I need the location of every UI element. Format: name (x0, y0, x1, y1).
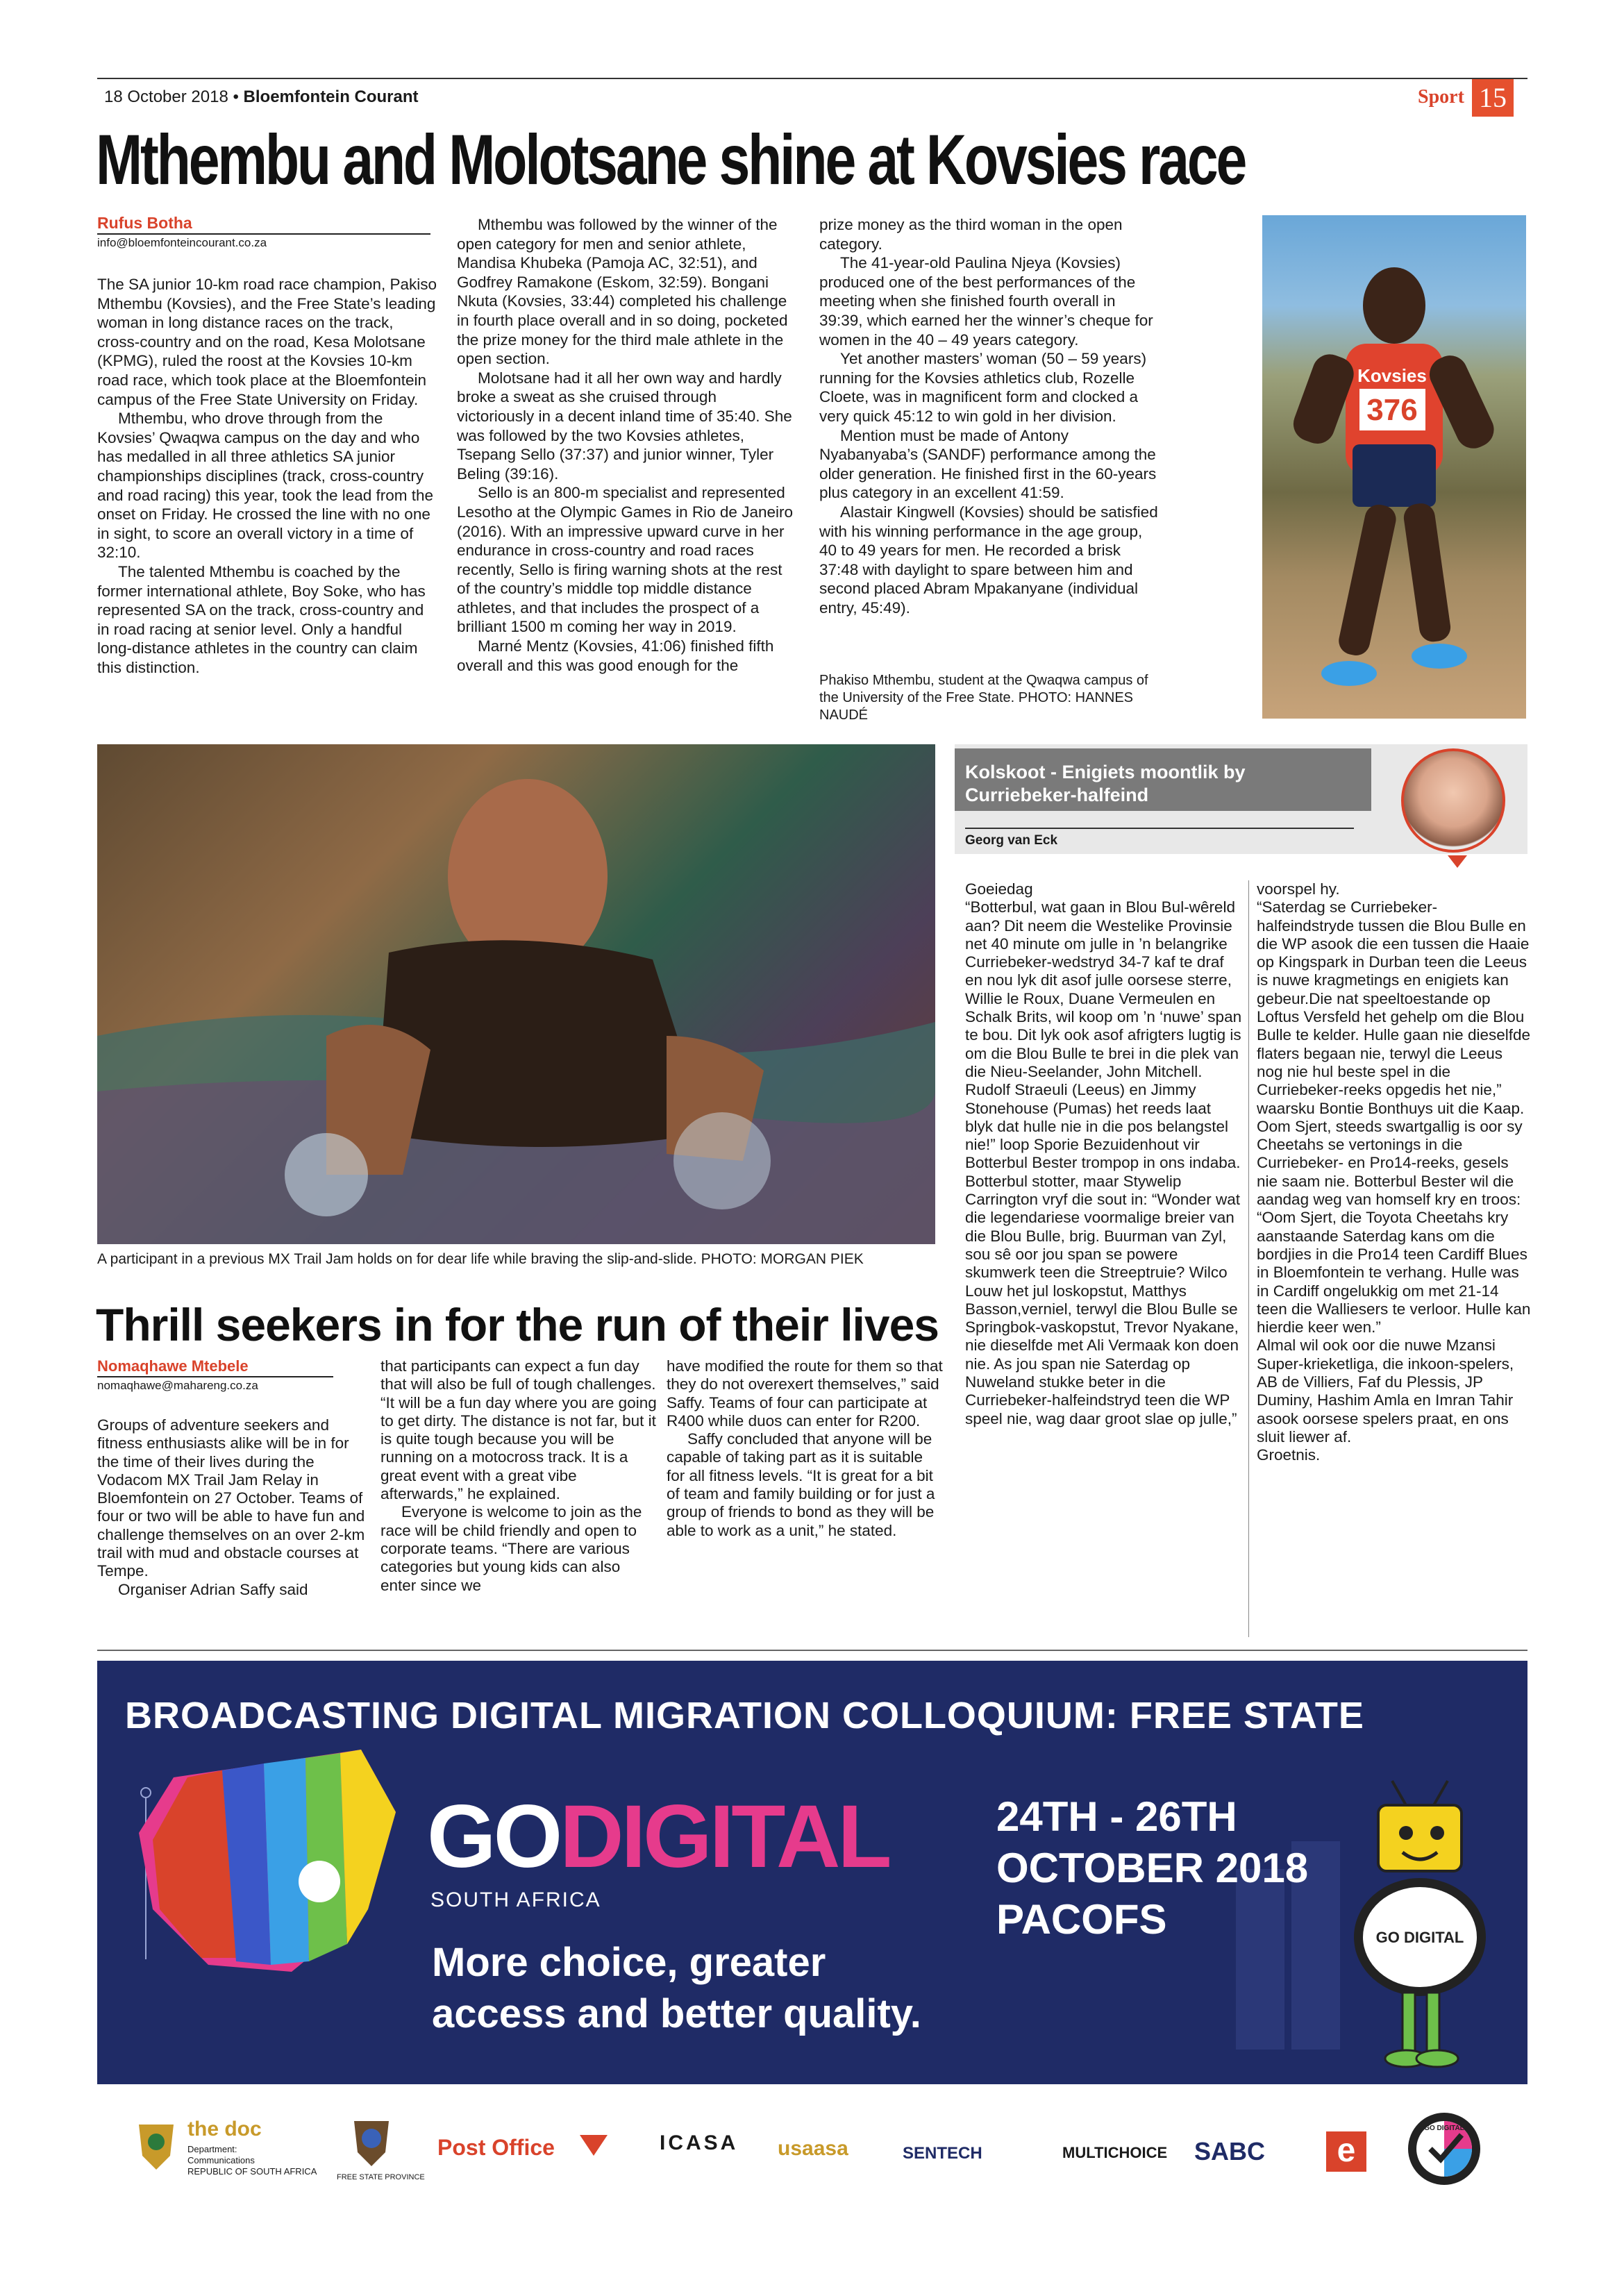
paragraph: Groups of adventure seekers and fitness enthusiasts alike will be in for the time of their lives during the Vodacom MX Trail Jam Relay in Bloemfontein on 27 October. Teams of four or two will be able to have fun and challenge themselves on an over 2-km trail with mud and obstacle courses at Tempe. (97, 1416, 365, 1580)
digital-word: DIGITAL (560, 1787, 889, 1886)
go-digital-logo (427, 1786, 889, 1888)
byline-rule (97, 1376, 333, 1377)
paragraph: “Botterbul, wat gaan in Blou Bul-wêreld aan? Dit neem die Westelike Provinsie net 40 minute om julle in ’n belangrike Curriebeker-wedstryd 34-7 kaf te draf en nou lyk dit asof julle oorsese sterre, Willie le Roux, Duane Vermeulen en Schalk Brits, wil koop om ’n ‘nuwe’ span te bou. Dit lyk ook asof afrigters lugtig is om die Blou Bulle te brei in die plek van die Nieu-Seelander, John Mitchell. Rudolf Straeuli (Leeus) en Jimmy Stonehouse (Pumas) het reeds laat blyk dat hulle nie in die pos belangstel nie!” loop Sporie Bezuidenhout vir Botterbul Bester trompop in ons indaba. (965, 898, 1242, 1172)
paragraph: Organiser Adrian Saffy said (118, 1580, 308, 1598)
ad-title: BROADCASTING DIGITAL MIGRATION COLLOQUIUM: FREE STATE (125, 1695, 1364, 1736)
paragraph: Yet another masters’ woman (50 – 59 years) running for the Kovsies athletics club, Rozelle Cloete, was in magnificent form and clocked a very quick 45:12 to win gold in her division. (819, 350, 1147, 425)
runner-bib-number: 376 (1366, 393, 1418, 427)
mud-slide-photo (97, 744, 935, 1244)
doc-communications: Communications (187, 2155, 255, 2165)
paragraph: “Saterdag se Curriebeker-halfeindstryde tussen die Blou Bulle en die WP asook die een tussen die Haaie op Kingspark in Durban teen die Leeus is nuwe kragmetings en enigiets kan gebeur.Die nat speeltoestande op Loftus Versfeld het gehelp om die Blou Bulle te kelder. Hulle gaan nie dieselfde flaters begaan nie, terwyl die Leeus nog nie hul beste spel in die Curriebeker-reeks opgedis het nie,” waarsku Bontie Bonthuys uit die Kaap. (1257, 898, 1531, 1117)
article2-email: nomaqhawe@mahareng.co.za (97, 1379, 258, 1392)
ad-dates (996, 1791, 1308, 1945)
paragraph: Marné Mentz (Kovsies, 41:06) finished fifth overall and this was good enough for the (457, 637, 774, 674)
paragraph: Mthembu was followed by the winner of the open category for men and senior athlete, Mandisa Khubeka (Pamoja AC, 32:51), and Godfrey Ramakone (Eskom, 32:59). Bongani Nkuta (Kovsies, 33:44) completed his challenge in fourth place overall and in so doing, pocketed the prize money for the third male athlete in the open section. (457, 216, 788, 368)
runner-illustration (1262, 215, 1526, 719)
section-label: Sport (1418, 86, 1464, 108)
free-state-label: FREE STATE PROVINCE (337, 2173, 425, 2181)
header-rule (97, 78, 1527, 79)
header-date: 18 October 2018 • (104, 87, 244, 106)
go-word: GO (427, 1787, 560, 1886)
free-state-crest-icon (347, 2114, 396, 2170)
paragraph: Oom Sjert, steeds swartgallig is oor sy Cheetahs se vertonings in die Curriebeker- en Pro14-reeks, gesels nie saam nie. Botterbul Bester wil die aandag weg van homself kry en troos: “Oom Sjert, die Toyota Cheetahs kry aanstaande Saterdag kans om die bordjies in die Pro14 teen Cardiff Blues in Bloemfontein te verhang. Hulle was in Cardiff ongelukkig om met 21-14 teen die Walliesers te verloor. Hulle kan hierdie keer wen.” (1257, 1117, 1531, 1336)
paragraph: Almal wil ook oor die nuwe Mzansi Super-krieketliga, die inkoon-spelers, AB de Villiers, Faf du Plessis, JP Duminy, Hashim Amla en Imran Tahir asook oorsese spelers praat, en ons sluit liewer af. (1257, 1336, 1514, 1446)
tv-mascot-icon (1340, 1777, 1500, 2069)
sponsor-logos (97, 2104, 1527, 2194)
runner-photo-caption: Phakiso Mthembu, student at the Qwaqwa campus of the University of the Free State. PHOTO: HANNES NAUDÉ (819, 673, 1148, 723)
paragraph: prize money as the third woman in the open category. (819, 216, 1123, 253)
sentech-logo: SENTECH (903, 2144, 982, 2163)
go-digital-badge-icon (1406, 2111, 1482, 2187)
runner-shirt-text: Kovsies (1357, 365, 1427, 386)
column-text-2 (1257, 880, 1531, 1465)
byline-rule (97, 233, 430, 235)
bottom-rule (97, 1650, 1527, 1651)
doc-republic: REPUBLIC OF SOUTH AFRICA (187, 2166, 317, 2177)
icasa-logo: ICASA (660, 2131, 739, 2154)
go-digital-badge-text: GO DIGITAL (1424, 2125, 1464, 2132)
paragraph: Sello is an 800-m specialist and represented Lesotho at the Olympic Games in Rio de Janeiro (2016). With an impressive upward curve in her endurance in cross-country and road races recently, Sello is firing warning shots at the rest of the country’s middle top middle distance athletes, and that includes the prospect of a brilliant 1500 m coming her way in 2019. (457, 484, 793, 636)
article1-column-2 (457, 215, 797, 675)
ad-tagline (432, 1937, 921, 2040)
column-text-1 (965, 880, 1243, 1428)
mascot-badge-text: GO DIGITAL (1375, 1929, 1464, 1946)
article1-email: info@bloemfonteincourant.co.za (97, 236, 267, 249)
article1-column-1 (97, 275, 437, 677)
avatar-pointer-icon (1448, 855, 1467, 868)
article1-headline: Mthembu and Molotsane shine at Kovsies race (96, 120, 1246, 199)
paragraph: Groetnis. (1257, 1446, 1321, 1464)
author-avatar (1401, 748, 1505, 853)
article2-column-3 (667, 1357, 944, 1540)
ad-venue: PACOFS (996, 1896, 1167, 1943)
article2-column-1 (97, 1416, 375, 1599)
article2-column-2 (380, 1357, 658, 1595)
article1-column-3 (819, 215, 1160, 617)
column-rule (965, 828, 1354, 829)
sabc-logo: SABC (1194, 2137, 1266, 2165)
paragraph: Alastair Kingwell (Kovsies) should be satisfied with his winning performance in the age group, 40 to 49 years for men. He recorded a brisk 37:48 with daylight to spare between him and second placed Abram Mpakanyane (individual entry, 45:49). (819, 503, 1158, 617)
usaasa-logo: usaasa (778, 2137, 848, 2160)
etv-logo: e (1326, 2131, 1366, 2172)
article2-byline: Nomaqhawe Mtebele (97, 1357, 249, 1375)
post-office-logo: Post Office (437, 2135, 555, 2160)
ad-country: SOUTH AFRICA (430, 1888, 601, 1911)
south-africa-map-icon (132, 1736, 410, 1986)
article1-byline: Rufus Botha (97, 214, 192, 232)
paragraph: Goeiedag (965, 880, 1033, 898)
paragraph: Saffy concluded that anyone will be capable of taking part as it is suitable for all fitness levels. “It is great for a bit of team and family building or for just a group of friends to bond as they will be able to work as a unit,” he stated. (667, 1430, 935, 1539)
paragraph: Everyone is welcome to join as the race will be child friendly and open to corporate teams. “There are various categories but young kids can also enter since we (380, 1503, 642, 1594)
ad-tagline-line: access and better quality. (432, 1991, 921, 2036)
paragraph: The talented Mthembu is coached by the former international athlete, Boy Soke, who has represented SA on the track, cross-country and in road racing at senior level. Only a handful long-distance athletes in the country can claim this distinction. (97, 562, 426, 676)
paragraph: have modified the route for them so that they do not overexert themselves,” said Saffy. Teams of four can participate at R400 while duos can enter for R200. (667, 1357, 943, 1430)
paragraph: voorspel hy. (1257, 880, 1340, 898)
column-title: Kolskoot - Enigiets moontlik by Curriebeker-halfeind (965, 762, 1246, 805)
column-author: Georg van Eck (965, 833, 1058, 848)
header-dateline (104, 87, 419, 107)
paragraph: Mthembu, who drove through from the Kovsies’ Qwaqwa campus on the day and who has medalled in all three athletics SA junior championships disciplines (track, cross-country and road racing) this year, took the lead from the onset on Friday. He crossed the line with no one in sight, to score an overall victory in a time of 32:10. (97, 410, 434, 562)
article2-headline: Thrill seekers in for the run of their lives (96, 1299, 939, 1350)
paragraph: Botterbul stotter, maar Stywelip Carrington vryf die sout in: “Wonder wat die legendariese voormalige breier van die Blou Bulle, brig. Buurman van Zyl, sou sê oor jou span se powere skumwerk teen die Streeptruie? Wilco Louw het jul loskopstut, Matthys Basson,verniel, terwyl die Blou Bulle se Springbok-vaskopstut, Trevor Nyakane, nie dieselfde met Ali Vermaak kon doen nie. As jou span nie Saterdag op Nuweland stukke beter in die Curriebeker-halfeindstryd teen die WP speel nie, wag daar groot slae op julle,” (965, 1172, 1241, 1427)
runner-photo (1262, 215, 1526, 719)
header-paper-name: Bloemfontein Courant (243, 87, 419, 106)
ad-tagline-line: More choice, greater (432, 1940, 826, 1985)
the-doc-logo: the doc (187, 2118, 262, 2140)
paragraph: Molotsane had it all her own way and hardly broke a sweat as she cruised through victoriously in a decent inland time of 35:40. She was followed by the two Kovsies athletes, Tsepang Sello (37:37) and junior winner, Tyler Beling (39:16). (457, 369, 792, 483)
paragraph: Mention must be made of Antony Nyabanyaba’s (SANDF) performance among the older generation. He finished first in the 60-years plus category in an excellent 41:59. (819, 426, 1157, 502)
paragraph: The 41-year-old Paulina Njeya (Kovsies) produced one of the best performances of the meeting when she finished fourth overall in 39:39, which earned her the winner’s cheque for women in the 40 – 49 years category. (819, 254, 1153, 349)
paragraph: The SA junior 10-km road race champion, Pakiso Mthembu (Kovsies), and the Free State’s leading woman in long distance races on the track, cross-country and on the road, Kesa Molotsane (KPMG), ruled the roost at the Kovsies 10-km road race, which took place at the Bloemfontein campus of the Free State University on Friday. (97, 276, 437, 408)
column-divider (1248, 880, 1249, 1637)
ad-date-line: OCTOBER 2018 (996, 1845, 1309, 1891)
multichoice-logo: MULTICHOICE (1062, 2144, 1168, 2161)
mud-slide-illustration (97, 744, 935, 1244)
mud-photo-caption: A participant in a previous MX Trail Jam holds on for dear life while braving the slip-and-slide. PHOTO: MORGAN PIEK (97, 1251, 864, 1267)
coat-of-arms-icon (132, 2118, 181, 2173)
post-office-icon (576, 2131, 611, 2159)
paragraph: that participants can expect a fun day that will also be full of tough challenges. “It will be a fun day where you are going to get dirty. The distance is not far, but it is quite tough because you will be running on a motocross track. It is a great event with a great vibe afterwards,” he explained. (380, 1357, 657, 1503)
ad-date-line: 24TH - 26TH (996, 1793, 1237, 1840)
doc-department: Department: (187, 2144, 237, 2154)
page-number: 15 (1472, 79, 1514, 117)
